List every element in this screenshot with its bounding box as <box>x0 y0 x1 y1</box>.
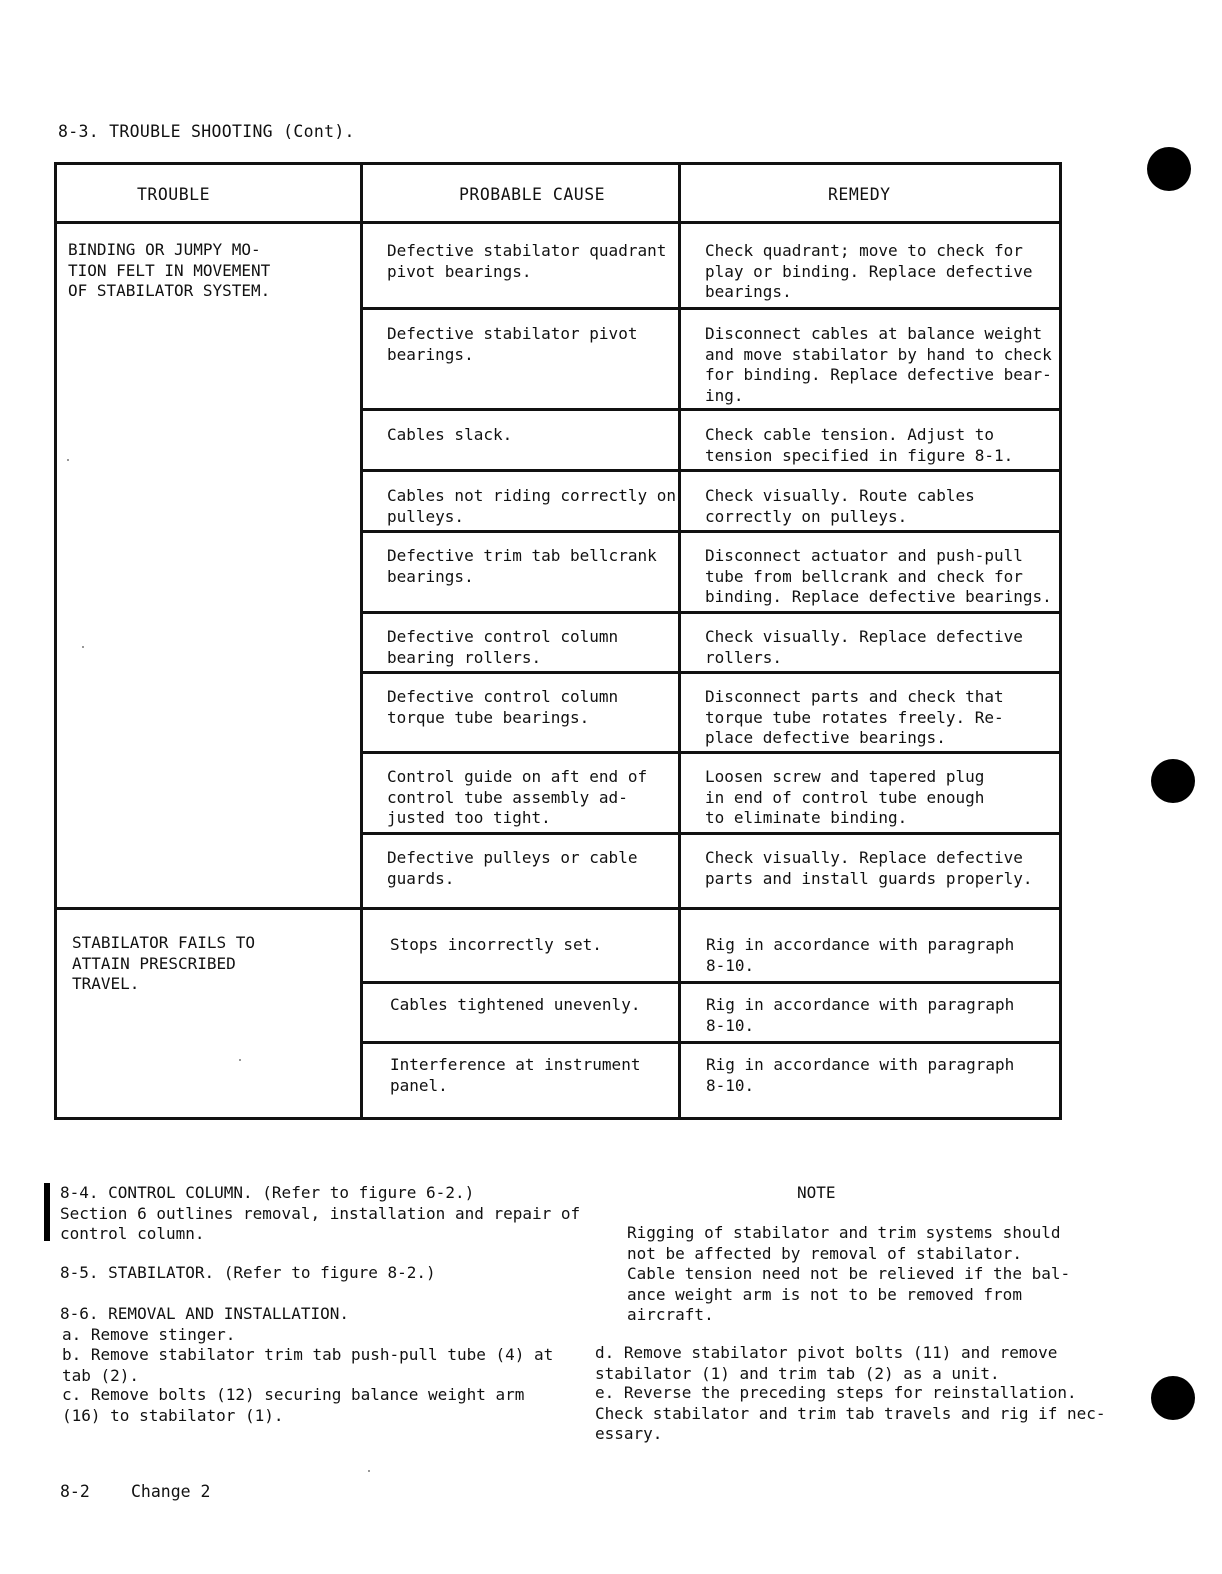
cause-cell: Defective control column torque tube bearings. <box>387 687 619 727</box>
paragraph-8-6: 8-6. REMOVAL AND INSTALLATION. <box>60 1304 349 1323</box>
trouble-fails-to-attain-travel: STABILATOR FAILS TO ATTAIN PRESCRIBED TRAVEL. <box>72 933 256 993</box>
binder-hole-middle <box>1151 759 1195 803</box>
cause-cell: Defective stabilator pivot bearings. <box>387 324 638 364</box>
remedy-cell: Disconnect cables at balance weight and move stabilator by hand to check for binding. Replace defective bear- ing. <box>705 324 1052 405</box>
binder-hole-bottom <box>1151 1376 1195 1420</box>
cause-cell: Defective control column bearing rollers. <box>387 627 619 667</box>
cause-cell: Stops incorrectly set. <box>390 935 602 954</box>
cause-cell: Defective stabilator quadrant pivot bearings. <box>387 241 667 281</box>
header-trouble: TROUBLE <box>137 185 211 204</box>
row-rule <box>360 671 1059 674</box>
group-rule <box>57 907 1059 910</box>
remedy-cell: Rig in accordance with paragraph 8-10. <box>706 1055 1015 1095</box>
row-rule <box>360 530 1059 533</box>
remedy-cell: Rig in accordance with paragraph 8-10. <box>706 935 1015 975</box>
remedy-cell: Loosen screw and tapered plug in end of control tube enough to eliminate binding. <box>705 767 985 827</box>
remedy-cell: Check quadrant; move to check for play or binding. Replace defective bearings. <box>705 241 1033 301</box>
header-rule <box>57 221 1059 224</box>
change-number: Change 2 <box>131 1482 211 1501</box>
row-rule <box>360 611 1059 614</box>
cause-cell: Cables not riding correctly on pulleys. <box>387 486 676 526</box>
scan-speck <box>368 1470 370 1472</box>
row-rule <box>360 832 1059 835</box>
row-rule <box>360 1041 1059 1044</box>
remedy-cell: Disconnect parts and check that torque tube rotates freely. Re- place defective bearings. <box>705 687 1004 747</box>
row-rule <box>360 751 1059 754</box>
step-e: e. Reverse the preceding steps for reinstallation. Check stabilator and trim tab travels and rig if nec- essary. <box>595 1383 1106 1443</box>
step-c: c. Remove bolts (12) securing balance weight arm (16) to stabilator (1). <box>62 1385 525 1425</box>
header-probable-cause: PROBABLE CAUSE <box>459 185 606 204</box>
scan-speck <box>82 646 84 648</box>
note-title: NOTE <box>797 1183 836 1202</box>
remedy-cell: Check visually. Replace defective parts and install guards properly. <box>705 848 1033 888</box>
step-d: d. Remove stabilator pivot bolts (11) and remove stabilator (1) and trim tab (2) as a unit. <box>595 1343 1058 1383</box>
remedy-cell: Rig in accordance with paragraph 8-10. <box>706 995 1015 1035</box>
cause-cell: Interference at instrument panel. <box>390 1055 641 1095</box>
section-heading: 8-3. TROUBLE SHOOTING (Cont). <box>58 122 355 141</box>
binder-hole-top <box>1147 147 1191 191</box>
note-text: Rigging of stabilator and trim systems should not be affected by removal of stabilator. Cable tension need not be relieved if the bal- ance weight arm is not to be removed from aircraft. <box>627 1223 1071 1324</box>
trouble-binding: BINDING OR JUMPY MO- TION FELT IN MOVEMENT OF STABILATOR SYSTEM. <box>68 240 271 300</box>
remedy-cell: Check cable tension. Adjust to tension specified in figure 8-1. <box>705 425 1014 465</box>
page-number: 8-2 <box>60 1482 90 1501</box>
cause-cell: Cables tightened unevenly. <box>390 995 641 1014</box>
revision-change-bar <box>44 1183 50 1241</box>
row-rule <box>360 408 1059 411</box>
header-remedy: REMEDY <box>828 185 891 204</box>
cause-cell: Defective trim tab bellcrank bearings. <box>387 546 657 586</box>
remedy-cell: Check visually. Route cables correctly on pulleys. <box>705 486 975 526</box>
cause-cell: Control guide on aft end of control tube assembly ad- justed too tight. <box>387 767 648 827</box>
scan-speck <box>239 1059 241 1061</box>
cause-cell: Defective pulleys or cable guards. <box>387 848 638 888</box>
scan-speck <box>67 459 69 461</box>
row-rule <box>360 469 1059 472</box>
remedy-cell: Disconnect actuator and push-pull tube from bellcrank and check for binding. Replace defective bearings. <box>705 546 1052 606</box>
step-a: a. Remove stinger. <box>62 1325 236 1344</box>
troubleshooting-table <box>54 162 1062 1120</box>
row-rule <box>360 307 1059 310</box>
paragraph-8-5: 8-5. STABILATOR. (Refer to figure 8-2.) <box>60 1263 436 1282</box>
remedy-cell: Check visually. Replace defective rollers. <box>705 627 1023 667</box>
row-rule <box>360 981 1059 984</box>
cause-cell: Cables slack. <box>387 425 513 444</box>
paragraph-8-4: 8-4. CONTROL COLUMN. (Refer to figure 6-2.) Section 6 outlines removal, installation and repair of control column. <box>60 1183 581 1243</box>
step-b: b. Remove stabilator trim tab push-pull tube (4) at tab (2). <box>62 1345 554 1385</box>
